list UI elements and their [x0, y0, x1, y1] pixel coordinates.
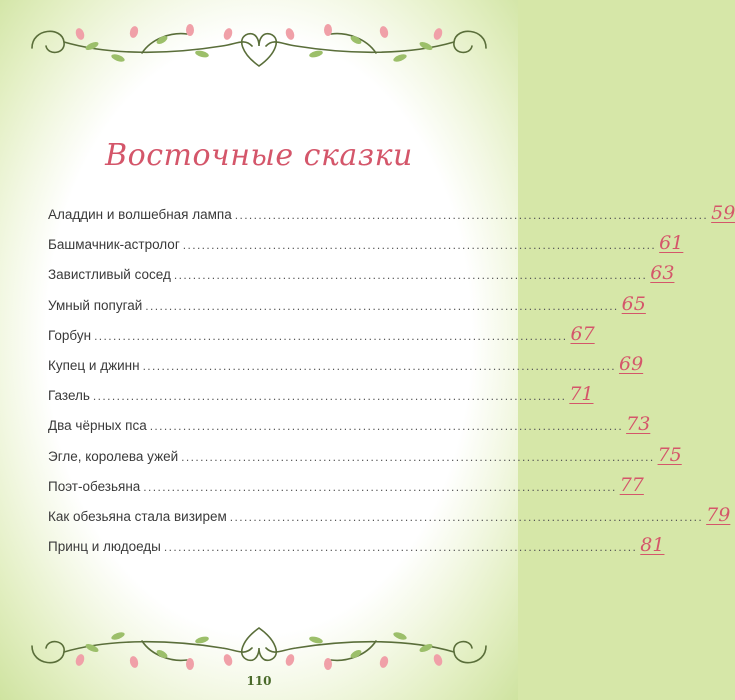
toc-entry-title: Умный попугай	[48, 297, 143, 313]
dot-leader: ....................................................................................................	[142, 358, 616, 373]
toc-entry[interactable]	[48, 443, 682, 474]
page-number: 110	[246, 674, 272, 688]
toc-entry-page: 59	[711, 202, 735, 224]
toc-entry-title: Башмачник-астролог	[48, 237, 180, 253]
toc-entry[interactable]	[48, 473, 644, 504]
toc-entry-title: Аладдин и волшебная лампа	[48, 207, 232, 222]
toc-entry-title: Как обезьяна стала визирем	[48, 508, 227, 524]
toc-entry-page: 71	[569, 383, 594, 406]
toc-entry-title: Два чёрных пса	[48, 418, 147, 434]
toc-entry[interactable]	[48, 503, 731, 534]
dot-leader: ....................................................................................................	[234, 208, 709, 222]
toc-entry-title: Горбун	[48, 327, 92, 343]
toc-entry-page: 69	[618, 352, 644, 375]
toc-entry-title: Эгле, королева ужей	[48, 448, 179, 464]
toc-entry[interactable]	[48, 262, 675, 292]
toc-entry-page: 67	[570, 322, 595, 345]
dot-leader: ....................................................................................................	[182, 238, 657, 253]
toc-entry-page: 73	[626, 413, 651, 436]
dot-leader: ....................................................................................................	[92, 389, 567, 404]
toc-entry-page: 63	[650, 262, 675, 285]
toc-entry-title: Завистливый сосед	[48, 267, 171, 283]
dot-leader: ....................................................................................................	[145, 298, 619, 313]
dot-leader: ....................................................................................................	[229, 509, 704, 524]
toc-entry-title: Газель	[48, 388, 90, 404]
toc-entry[interactable]	[48, 232, 684, 262]
dot-leader: ....................................................................................................	[143, 479, 617, 494]
toc-entry-title: Принц и людоеды	[48, 539, 161, 555]
toc-entry[interactable]	[48, 202, 735, 232]
dot-leader: ....................................................................................................	[94, 328, 568, 343]
toc-entry[interactable]	[48, 383, 594, 413]
toc-entry-page: 61	[659, 232, 684, 255]
toc-entry-page: 77	[619, 473, 644, 496]
toc-entry[interactable]	[48, 322, 595, 353]
top-vine-ornament	[22, 8, 496, 78]
toc-entry-page: 81	[640, 534, 665, 557]
toc-entry[interactable]	[48, 413, 651, 443]
table-of-contents	[48, 202, 735, 564]
toc-entry[interactable]	[48, 534, 665, 564]
toc-entry-title: Купец и джинн	[48, 357, 140, 373]
toc-entry[interactable]	[48, 352, 644, 383]
page-title: Восточные сказки	[105, 138, 413, 173]
dot-leader: ....................................................................................................	[149, 419, 624, 434]
dot-leader: ....................................................................................................	[181, 449, 655, 464]
toc-entry-page: 75	[657, 443, 682, 466]
toc-entry-page: 79	[706, 503, 731, 526]
dot-leader: ....................................................................................................	[163, 540, 638, 555]
toc-entry-page: 65	[621, 292, 646, 315]
dot-leader: ....................................................................................................	[173, 268, 648, 283]
toc-entry-title: Поэт-обезьяна	[48, 478, 141, 494]
toc-entry[interactable]	[48, 292, 646, 323]
